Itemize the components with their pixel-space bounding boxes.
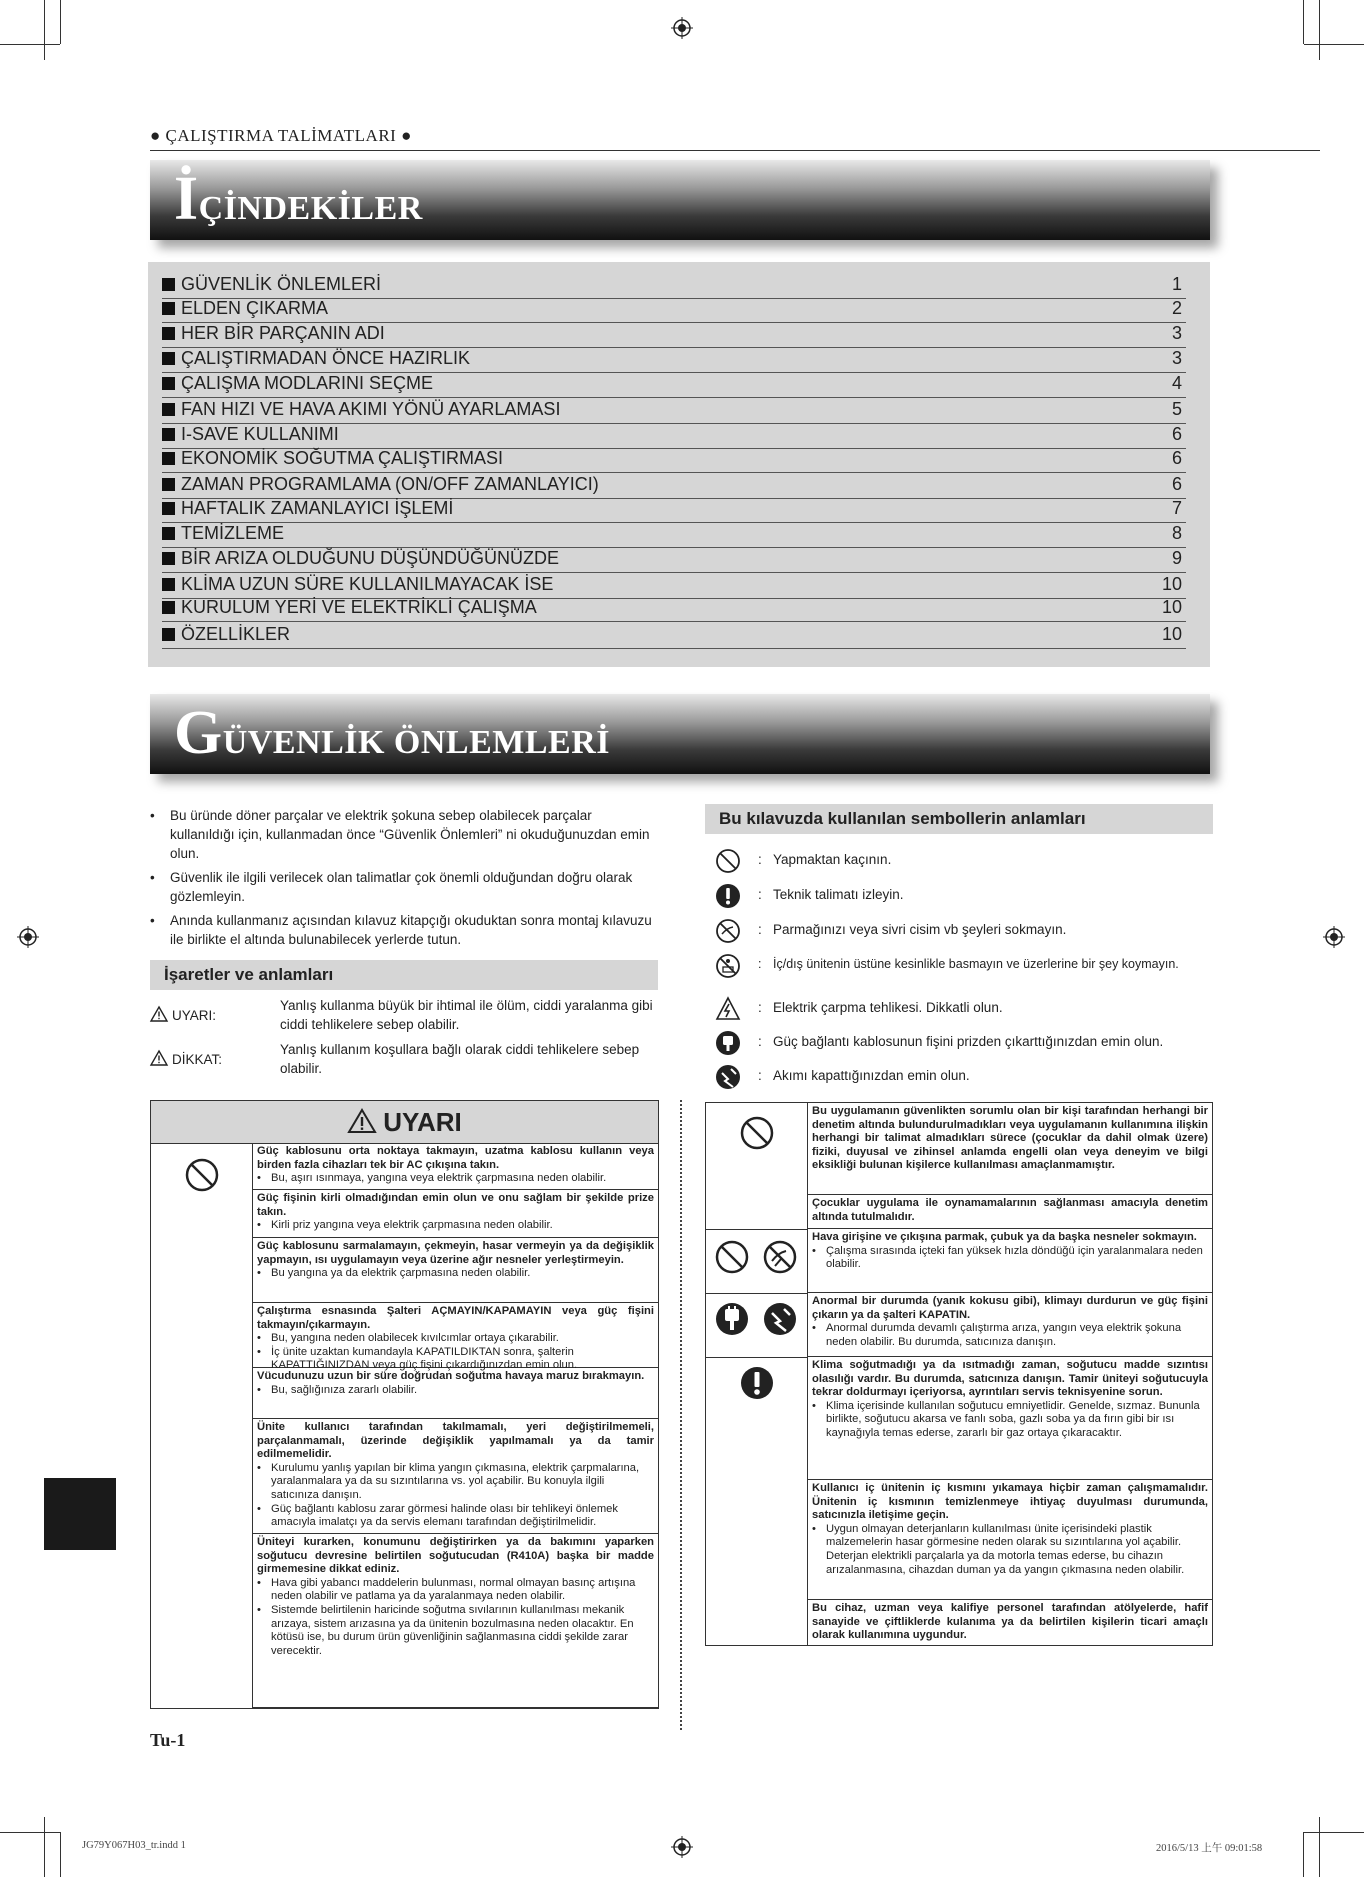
square-bullet-icon bbox=[162, 452, 175, 465]
prohibition-icon bbox=[715, 848, 741, 874]
intro-item: • Anında kullanmanız açısından kılavuz kitapçığı okuduktan sonra montaj kılavuzu ile birlikte el altında bulunabilecek yerlerde tutun. bbox=[170, 911, 660, 949]
toc-label: EKONOMİK SOĞUTMA ÇALIŞTIRMASI bbox=[181, 448, 504, 468]
warning-title-bar bbox=[151, 1101, 658, 1144]
file-name: JG79Y067H03_tr.indd 1 bbox=[82, 1840, 186, 1851]
symbol-text: Elektrik çarpma tehlikesi. Dikkatli olun. bbox=[773, 1000, 1003, 1015]
toc-page: 10 bbox=[1161, 597, 1182, 617]
toc-page: 7 bbox=[1171, 498, 1182, 518]
sign-warning-row bbox=[150, 996, 660, 1040]
toc-page: 6 bbox=[1171, 424, 1182, 444]
toc-entry[interactable] bbox=[162, 298, 1186, 323]
registration-mark-bottom bbox=[671, 1836, 693, 1858]
toc-page: 1 bbox=[1171, 274, 1182, 294]
warning-item-bullet: • Klima içerisinde kullanılan soğutucu emniyetlidir. Genelde, sızmaz. Bununla birlikte, soğutucu akarsa ve fanlı soba, gazlı soba ya da fırın gibi bir ısı kaynağıyla temas ederse, zararlı bir gaz ortaya çıkaracaktır. bbox=[812, 1400, 1208, 1441]
prohibition-icon bbox=[714, 1239, 750, 1275]
sign-text: Yanlış kullanım koşullara bağlı olarak ciddi tehlikelere sebep olabilir. bbox=[280, 1042, 640, 1076]
warning-item-heading: Güç kablosunu sarmalamayın, çekmeyin, hasar vermeyin ya da değişiklik yapmayın, ısı uygulamayın veya üzerine ağır nesneler yerleştirmeyin. bbox=[257, 1240, 654, 1266]
toc-label: ELDEN ÇIKARMA bbox=[181, 298, 329, 318]
warning-title: UYARI bbox=[383, 1107, 462, 1137]
power-off-icon bbox=[762, 1301, 798, 1337]
toc-page: 9 bbox=[1171, 548, 1182, 568]
toc-page: 2 bbox=[1171, 298, 1182, 318]
no-finger-icon bbox=[762, 1239, 798, 1275]
prohibition-icon bbox=[184, 1157, 220, 1193]
toc-entry[interactable] bbox=[162, 474, 1186, 499]
warning-item-heading: Bu cihaz, uzman veya kalifiye personel tarafından atölyelerde, hafif sanayide ve çiftliklerde kulanıma ya da belirtilen kişilerin ticari amaçlı olarak kullanımına uygundur. bbox=[812, 1602, 1208, 1642]
square-bullet-icon bbox=[162, 502, 175, 515]
toc-page: 6 bbox=[1171, 448, 1182, 468]
warning-item-heading: Üniteyi kurarken, konumunu değiştirirken ya da bakımını yaparken soğutucu devresine belirtilen soğutucudan (R410A) başka bir madde girmemesine dikkat ediniz. bbox=[257, 1536, 654, 1576]
symbol-colon: : bbox=[758, 887, 762, 902]
registration-mark-top bbox=[671, 17, 693, 39]
warning-table-left bbox=[150, 1100, 659, 1709]
warning-item bbox=[808, 1357, 1212, 1480]
toc-label: ÇALIŞTIRMADAN ÖNCE HAZIRLIK bbox=[181, 348, 471, 368]
symbol-text: Teknik talimatı izleyin. bbox=[773, 887, 904, 902]
print-timestamp: 2016/5/13 上午 09:01:58 bbox=[1156, 1843, 1263, 1854]
toc-page: 10 bbox=[1161, 574, 1182, 594]
page-number: Tu-1 bbox=[150, 1730, 186, 1750]
warning-table-right bbox=[705, 1102, 1213, 1646]
warning-item-heading: Bu uygulamanın güvenlikten sorumlu olan bir kişi tarafından herhangi bir denetim altında bulundurulmadıkları veya uygulamanın kullanımına ilişkin herhangi bir talimat almadıkları sürece (çocuklar da dahil olmak üzere) fiziki, duyusal ve zihinsel anlamda engelli olan veya deneyim ve bilgi eksikliği bulunan kişilerce kullanılması amaçlanmamıştır. bbox=[812, 1105, 1208, 1172]
toc-entry[interactable] bbox=[162, 597, 1186, 622]
symbol-text: Güç bağlantı kablosunun fişini prizden çıkarttığınızdan emin olun. bbox=[773, 1034, 1164, 1049]
no-step-icon bbox=[715, 953, 741, 979]
no-finger-icon bbox=[715, 918, 741, 944]
toc-label: GÜVENLİK ÖNLEMLERİ bbox=[181, 274, 382, 294]
language-tab bbox=[44, 1478, 116, 1550]
toc-entry[interactable] bbox=[162, 523, 1186, 548]
intro-item: • Bu üründe döner parçalar ve elektrik şokuna sebep olabilecek parçalar kullanıldığı için, kullanmadan önce “Güvenlik Önlemleri” ni okuduğunuzdan emin olun. bbox=[170, 806, 660, 863]
toc-label: FAN HIZI VE HAVA AKIMI YÖNÜ AYARLAMASI bbox=[181, 399, 561, 419]
toc-label: ZAMAN PROGRAMLAMA (ON/OFF ZAMANLAYICI) bbox=[181, 474, 599, 494]
sign-text: Yanlış kullanma büyük bir ihtimal ile ölüm, ciddi yaralanma gibi ciddi tehlikelere sebep olabilir. bbox=[280, 998, 653, 1032]
toc-page: 4 bbox=[1171, 373, 1182, 393]
warning-item bbox=[808, 1600, 1212, 1646]
square-bullet-icon bbox=[162, 327, 175, 340]
square-bullet-icon bbox=[162, 403, 175, 416]
warning-item bbox=[808, 1480, 1212, 1600]
square-bullet-icon bbox=[162, 428, 175, 441]
square-bullet-icon bbox=[162, 628, 175, 641]
symbol-colon: : bbox=[758, 922, 762, 937]
safety-title: GÜVENLİK ÖNLEMLERİ bbox=[174, 699, 611, 767]
warning-icon-column bbox=[151, 1143, 253, 1708]
contents-banner bbox=[150, 160, 1210, 240]
warning-item-heading: Kullanıcı iç ünitenin iç kısmını yıkamaya hiçbir zaman çalışmamalıdır. Ünitenin iç kısmının temizlenmeye ihtiyaç duyulması durumunda, satıcınızla iletişime geçin. bbox=[812, 1482, 1208, 1522]
warning-item bbox=[808, 1293, 1212, 1357]
column-divider bbox=[680, 1100, 682, 1730]
warning-item-heading: Güç fişinin kirli olmadığından emin olun ve onu sağlam bir şekilde prize takın. bbox=[257, 1192, 654, 1218]
toc-entry[interactable] bbox=[162, 373, 1186, 398]
square-bullet-icon bbox=[162, 527, 175, 540]
toc-page: 6 bbox=[1171, 474, 1182, 494]
symbol-text: İç/dış ünitenin üstüne kesinlikle basmayın ve üzerlerine bir şey koymayın. bbox=[773, 957, 1179, 971]
symbol-text: Parmağınızı veya sivri cisim vb şeyleri sokmayın. bbox=[773, 922, 1067, 937]
symbol-colon: : bbox=[758, 957, 762, 971]
toc-label: ÖZELLİKLER bbox=[181, 624, 291, 644]
warning-item bbox=[253, 1303, 658, 1372]
toc-entry[interactable] bbox=[162, 548, 1186, 573]
warning-triangle-icon bbox=[347, 1108, 377, 1134]
safety-banner bbox=[150, 694, 1210, 774]
toc-label: KLİMA UZUN SÜRE KULLANILMAYACAK İSE bbox=[181, 574, 554, 594]
warning-item-bullet: • Anormal durumda devamlı çalıştırma arıza, yangın veya elektrik şokuna neden olabilir. Bu durumda, satıcınıza danışın. bbox=[812, 1322, 1208, 1349]
toc-entry[interactable] bbox=[162, 348, 1186, 373]
toc-page: 8 bbox=[1171, 523, 1182, 543]
symbol-colon: : bbox=[758, 852, 762, 867]
header-rule bbox=[150, 150, 1320, 151]
warning-item-heading: Vücudunuzu uzun bir süre doğrudan soğutma havaya maruz bırakmayın. bbox=[257, 1370, 645, 1382]
warning-item bbox=[253, 1190, 658, 1238]
square-bullet-icon bbox=[162, 478, 175, 491]
warning-item-heading: Çalıştırma esnasında Şalteri AÇMAYIN/KAPAMAYIN veya güç fişini takmayın/çıkarmayın. bbox=[257, 1305, 654, 1331]
unplug-icon bbox=[715, 1030, 741, 1056]
square-bullet-icon bbox=[162, 578, 175, 591]
warning-item bbox=[253, 1238, 658, 1303]
warning-item-bullet: • Bu, aşırı ısınmaya, yangına veya elektrik çarpmasına neden olabilir. bbox=[257, 1172, 654, 1186]
intro-item: • Güvenlik ile ilgili verilecek olan talimatlar çok önemli olduğundan doğru olarak gözlemleyin. bbox=[170, 868, 660, 906]
caution-triangle-icon bbox=[150, 1050, 168, 1066]
toc-entry[interactable] bbox=[162, 448, 1186, 473]
square-bullet-icon bbox=[162, 352, 175, 365]
sign-label: UYARI: bbox=[172, 1008, 217, 1023]
warning-item bbox=[253, 1419, 658, 1534]
signs-heading: İşaretler ve anlamları bbox=[150, 960, 658, 990]
safety-intro bbox=[150, 806, 660, 954]
toc-label: BİR ARIZA OLDUĞUNU DÜŞÜNDÜĞÜNÜZDE bbox=[181, 548, 560, 568]
toc-entry[interactable] bbox=[162, 424, 1186, 449]
square-bullet-icon bbox=[162, 552, 175, 565]
symbol-colon: : bbox=[758, 1034, 762, 1049]
warning-item bbox=[808, 1229, 1212, 1293]
toc-label: HAFTALIK ZAMANLAYICI İŞLEMİ bbox=[181, 498, 454, 518]
warning-item bbox=[253, 1143, 658, 1190]
symbol-text: Akımı kapattığınızdan emin olun. bbox=[773, 1068, 970, 1083]
warning-item-heading: Hava girişine ve çıkışına parmak, çubuk ya da başka nesneler sokmayın. bbox=[812, 1231, 1197, 1243]
warning-item-heading: Klima soğutmadığı ya da ısıtmadığı zaman, soğutucu madde sızıntısı olasılığı vardır. Bu durumda, satıcınıza danışın. Tamir üniteyi soğutucuyla tekrar doldurmayı içeriyorsa, ayrıntıları servis teknisyenine sorun. bbox=[812, 1359, 1208, 1399]
toc-entry[interactable] bbox=[162, 323, 1186, 348]
warning-item-bullet: • Bu, sağlığınıza zararlı olabilir. bbox=[257, 1384, 654, 1398]
toc-entry[interactable] bbox=[162, 399, 1186, 424]
warning-item-bullet: • Kirli priz yangına veya elektrik çarpmasına neden olabilir. bbox=[257, 1219, 654, 1233]
unplug-icon bbox=[714, 1301, 750, 1337]
warning-item bbox=[253, 1534, 658, 1708]
warning-item-heading: Anormal bir durumda (yanık kokusu gibi), klimayı durdurun ve güç fişini çıkarın ya da şalteri KAPATIN. bbox=[812, 1295, 1208, 1321]
prohibition-icon bbox=[739, 1115, 775, 1151]
table-of-contents bbox=[148, 262, 1210, 667]
toc-entry[interactable] bbox=[162, 624, 1186, 649]
warning-item-heading: Çocuklar uygulama ile oynamamalarının sağlanması amacıyla denetim altında tutulmalıdır. bbox=[812, 1197, 1208, 1223]
toc-label: KURULUM YERİ VE ELEKTRİKLİ ÇALIŞMA bbox=[181, 597, 537, 617]
square-bullet-icon bbox=[162, 302, 175, 315]
sign-label: DİKKAT: bbox=[172, 1052, 223, 1067]
toc-label: ÇALIŞMA MODLARINI SEÇME bbox=[181, 373, 434, 393]
toc-entry[interactable] bbox=[162, 274, 1186, 299]
toc-label: TEMİZLEME bbox=[181, 523, 285, 543]
warning-item-bullet: • Bu, yangına neden olabilecek kıvılcımlar ortaya çıkarabilir. bbox=[257, 1332, 654, 1346]
toc-page: 5 bbox=[1171, 399, 1182, 419]
warning-item-bullet: • Çalışma sırasında içteki fan yüksek hızla döndüğü için yaralanmalara neden olabilir. bbox=[812, 1245, 1208, 1272]
toc-entry[interactable] bbox=[162, 498, 1186, 523]
toc-label: I-SAVE KULLANIMI bbox=[181, 424, 339, 444]
symbol-colon: : bbox=[758, 1068, 762, 1083]
warning-item-bullet: • Bu yangına ya da elektrik çarpmasına neden olabilir. bbox=[257, 1267, 654, 1281]
warning-item-bullet: • Hava gibi yabancı maddelerin bulunması, normal olmayan basınç artışına neden olabilir ve patlama ya da yaralanmaya neden olabilir. bbox=[257, 1577, 654, 1604]
registration-mark-right bbox=[1323, 926, 1345, 948]
electric-shock-icon bbox=[715, 996, 741, 1022]
toc-entry[interactable] bbox=[162, 574, 1186, 599]
warning-item-bullet: • İç ünite uzaktan kumandayla KAPATILDIKTAN sonra, şalterin KAPATTIĞINIZDAN veya güç fişini çıkardığınızdan emin olun. bbox=[257, 1346, 654, 1373]
symbol-text: Yapmaktan kaçının. bbox=[773, 852, 892, 867]
toc-page: 3 bbox=[1171, 348, 1182, 368]
mandatory-icon bbox=[739, 1365, 775, 1401]
contents-title: İÇİNDEKİLER bbox=[174, 165, 423, 233]
warning-item-bullet: • Güç bağlantı kablosu zarar görmesi halinde olası bir tehlikeyi önlemek amacıyla imalatçı ya da servis elemanı tarafından değiştirilmelidir. bbox=[257, 1503, 654, 1530]
warning-triangle-icon bbox=[150, 1006, 168, 1022]
sign-caution-row bbox=[150, 1040, 660, 1084]
registration-mark-left bbox=[17, 926, 39, 948]
warning-item-bullet: • Sistemde belirtilenin haricinde soğutma sıvılarının kullanılması mekanik arızaya, sistem arızasına ya da ünitenin bozulmasına neden olacaktır. En kötüsü ise, bu durum ürün güvenliğinin sağlanmasına ciddi şekilde zarar verecektir. bbox=[257, 1604, 654, 1658]
warning-item-bullet: • Uygun olmayan deterjanların kullanılması ünite içerisindeki plastik malzemelerin hasar görmesine neden olarak su sızıntılarına yol açabilir. Deterjan elektrikli parçalarla ya da motorla temas ederse, bu cihazın arızalanmasına, cihazdan duman ya da yangın çıkmasına neden olabilir. bbox=[812, 1523, 1208, 1577]
mandatory-icon bbox=[715, 883, 741, 909]
square-bullet-icon bbox=[162, 601, 175, 614]
warning-item bbox=[253, 1368, 658, 1419]
warning-item-heading: Ünite kullanıcı tarafından takılmamalı, yeri değiştirilmemeli, parçalanmamalı, üzerinde değişiklik yapılmamalı ya da tamir edilmemelidir. bbox=[257, 1421, 654, 1461]
warning-item-heading: Güç kablosunu orta noktaya takmayın, uzatma kablosu kullanın veya birden fazla cihazları tek bir AC çıkışına takın. bbox=[257, 1145, 654, 1171]
symbols-heading: Bu kılavuzda kullanılan sembollerin anlamları bbox=[705, 804, 1213, 834]
power-off-icon bbox=[715, 1064, 741, 1090]
section-header: ● ÇALIŞTIRMA TALİMATLARI ● bbox=[150, 126, 412, 145]
symbol-colon: : bbox=[758, 1000, 762, 1015]
toc-label: HER BİR PARÇANIN ADI bbox=[181, 323, 385, 343]
warning-item bbox=[808, 1195, 1212, 1229]
warning-item-bullet: • Kurulumu yanlış yapılan bir klima yangın çıkmasına, elektrik çarpmalarına, yaralanmalara ya da su sızıntılarına vs. yol açabilir. Bu konuyla ilgili satıcınıza danışın. bbox=[257, 1462, 654, 1503]
toc-page: 10 bbox=[1161, 624, 1182, 644]
toc-page: 3 bbox=[1171, 323, 1182, 343]
square-bullet-icon bbox=[162, 377, 175, 390]
square-bullet-icon bbox=[162, 278, 175, 291]
warning-item bbox=[808, 1103, 1212, 1195]
